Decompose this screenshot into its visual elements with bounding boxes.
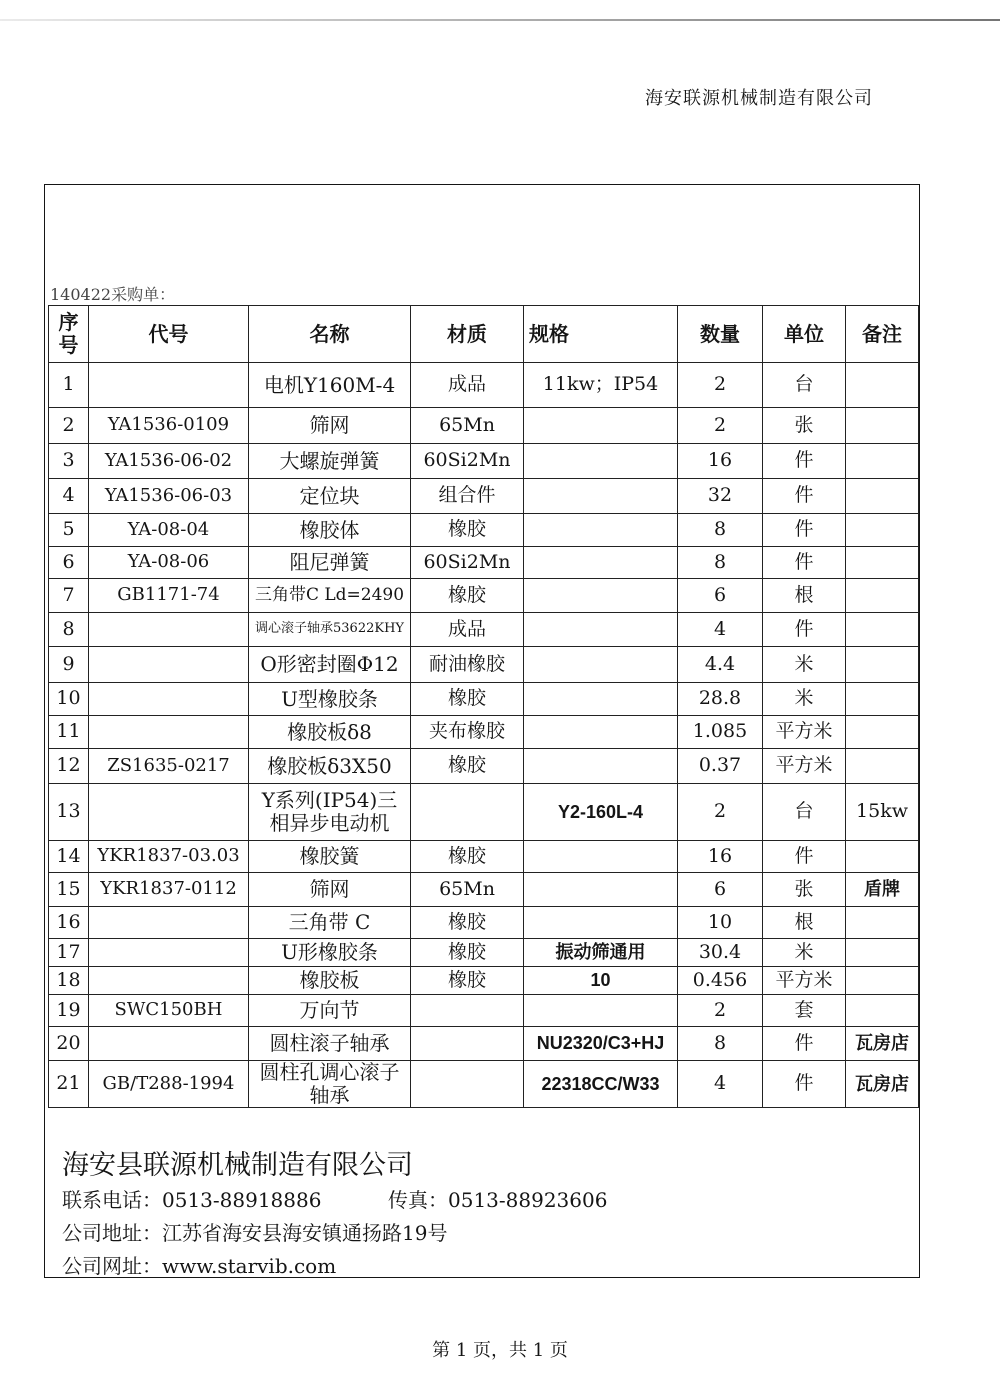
cell-code xyxy=(89,363,249,408)
header-name: 名称 xyxy=(249,306,411,363)
cell-material: 橡胶 xyxy=(411,683,524,716)
table-row xyxy=(49,716,919,749)
cell-index: 16 xyxy=(49,907,89,939)
cell-quantity: 1.085 xyxy=(678,716,763,749)
table-row xyxy=(49,749,919,784)
table-header-row xyxy=(49,306,919,363)
cell-index: 2 xyxy=(49,408,89,444)
cell-material: 耐油橡胶 xyxy=(411,647,524,683)
table-row xyxy=(49,547,919,579)
cell-name: 定位块 xyxy=(249,479,411,514)
cell-quantity: 16 xyxy=(678,841,763,873)
cell-spec: 10 xyxy=(524,967,678,995)
cell-spec xyxy=(524,749,678,784)
cell-remark xyxy=(846,479,919,514)
cell-unit: 平方米 xyxy=(763,967,846,995)
cell-remark xyxy=(846,939,919,967)
cell-spec xyxy=(524,907,678,939)
cell-code: YA1536-06-02 xyxy=(89,444,249,479)
cell-unit: 件 xyxy=(763,547,846,579)
cell-unit: 张 xyxy=(763,408,846,444)
cell-material: 橡胶 xyxy=(411,967,524,995)
cell-spec: 11kw；IP54 xyxy=(524,363,678,408)
cell-name: 橡胶簧 xyxy=(249,841,411,873)
cell-code: YKR1837-0112 xyxy=(89,873,249,907)
cell-remark xyxy=(846,408,919,444)
cell-name: 圆柱滚子轴承 xyxy=(249,1027,411,1061)
cell-quantity: 30.4 xyxy=(678,939,763,967)
cell-unit: 平方米 xyxy=(763,749,846,784)
cell-unit: 件 xyxy=(763,479,846,514)
cell-quantity: 2 xyxy=(678,995,763,1027)
cell-index: 7 xyxy=(49,579,89,613)
cell-remark xyxy=(846,716,919,749)
cell-quantity: 28.8 xyxy=(678,683,763,716)
cell-name: 万向节 xyxy=(249,995,411,1027)
cell-spec xyxy=(524,841,678,873)
cell-index: 10 xyxy=(49,683,89,716)
cell-code: YA-08-04 xyxy=(89,514,249,547)
cell-material xyxy=(411,995,524,1027)
cell-spec xyxy=(524,579,678,613)
table-row xyxy=(49,647,919,683)
cell-index: 20 xyxy=(49,1027,89,1061)
cell-unit: 件 xyxy=(763,514,846,547)
cell-spec xyxy=(524,873,678,907)
cell-code: GB/T288-1994 xyxy=(89,1061,249,1108)
cell-index: 17 xyxy=(49,939,89,967)
cell-index: 13 xyxy=(49,784,89,841)
table-row xyxy=(49,841,919,873)
cell-code xyxy=(89,967,249,995)
cell-name: 橡胶体 xyxy=(249,514,411,547)
header-index: 序号 xyxy=(49,306,89,363)
cell-remark xyxy=(846,444,919,479)
cell-spec xyxy=(524,683,678,716)
cell-quantity: 10 xyxy=(678,907,763,939)
cell-unit: 米 xyxy=(763,683,846,716)
table-row xyxy=(49,408,919,444)
cell-code xyxy=(89,683,249,716)
cell-material: 组合件 xyxy=(411,479,524,514)
cell-remark xyxy=(846,841,919,873)
table-row xyxy=(49,579,919,613)
cell-name: 筛网 xyxy=(249,873,411,907)
cell-remark: 瓦房店 xyxy=(846,1061,919,1108)
cell-unit: 米 xyxy=(763,939,846,967)
cell-material: 橡胶 xyxy=(411,749,524,784)
cell-code: GB1171-74 xyxy=(89,579,249,613)
purchase-order-title: 140422采购单： xyxy=(50,285,176,304)
cell-spec xyxy=(524,995,678,1027)
cell-name: Y系列(IP54)三相异步电动机 xyxy=(249,784,411,841)
header-remark: 备注 xyxy=(846,306,919,363)
cell-unit: 件 xyxy=(763,1061,846,1108)
letterhead-company: 海安联源机械制造有限公司 xyxy=(645,88,873,109)
cell-remark xyxy=(846,647,919,683)
cell-material: 65Mn xyxy=(411,873,524,907)
cell-remark xyxy=(846,363,919,408)
cell-spec xyxy=(524,647,678,683)
cell-quantity: 2 xyxy=(678,363,763,408)
cell-code: YKR1837-03.03 xyxy=(89,841,249,873)
cell-name: 三角带C Ld=2490 xyxy=(249,579,411,613)
cell-quantity: 0.456 xyxy=(678,967,763,995)
cell-index: 21 xyxy=(49,1061,89,1108)
cell-spec xyxy=(524,444,678,479)
cell-code: YA-08-06 xyxy=(89,547,249,579)
cell-remark: 瓦房店 xyxy=(846,1027,919,1061)
table-row xyxy=(49,995,919,1027)
header-material: 材质 xyxy=(411,306,524,363)
table-row xyxy=(49,784,919,841)
cell-material: 成品 xyxy=(411,363,524,408)
cell-spec xyxy=(524,479,678,514)
table-row xyxy=(49,479,919,514)
table-row xyxy=(49,939,919,967)
cell-index: 11 xyxy=(49,716,89,749)
cell-name: 大螺旋弹簧 xyxy=(249,444,411,479)
cell-unit: 件 xyxy=(763,613,846,647)
cell-index: 3 xyxy=(49,444,89,479)
cell-unit: 台 xyxy=(763,363,846,408)
table-row xyxy=(49,1061,919,1108)
cell-index: 5 xyxy=(49,514,89,547)
cell-remark xyxy=(846,579,919,613)
cell-unit: 件 xyxy=(763,841,846,873)
cell-quantity: 8 xyxy=(678,514,763,547)
cell-remark xyxy=(846,907,919,939)
cell-unit: 米 xyxy=(763,647,846,683)
cell-name: 圆柱孔调心滚子轴承 xyxy=(249,1061,411,1108)
cell-material: 60Si2Mn xyxy=(411,547,524,579)
table-row xyxy=(49,613,919,647)
cell-code: ZS1635-0217 xyxy=(89,749,249,784)
cell-material: 夹布橡胶 xyxy=(411,716,524,749)
cell-material: 橡胶 xyxy=(411,514,524,547)
cell-remark xyxy=(846,547,919,579)
cell-quantity: 6 xyxy=(678,579,763,613)
cell-name: U型橡胶条 xyxy=(249,683,411,716)
cell-name: 橡胶板 xyxy=(249,967,411,995)
table-row xyxy=(49,444,919,479)
table-row xyxy=(49,967,919,995)
cell-spec xyxy=(524,547,678,579)
cell-index: 12 xyxy=(49,749,89,784)
cell-material xyxy=(411,784,524,841)
footer-address: 公司地址：江苏省海安县海安镇通扬路19号 xyxy=(62,1221,448,1245)
header-unit: 单位 xyxy=(763,306,846,363)
header-code: 代号 xyxy=(89,306,249,363)
cell-spec xyxy=(524,514,678,547)
header-quantity: 数量 xyxy=(678,306,763,363)
cell-spec: 振动筛通用 xyxy=(524,939,678,967)
cell-spec: NU2320/C3+HJ xyxy=(524,1027,678,1061)
cell-spec: 22318CC/W33 xyxy=(524,1061,678,1108)
cell-name: 筛网 xyxy=(249,408,411,444)
cell-code xyxy=(89,647,249,683)
cell-unit: 平方米 xyxy=(763,716,846,749)
cell-spec xyxy=(524,716,678,749)
cell-name: 三角带 C xyxy=(249,907,411,939)
cell-name: 橡胶板δ8 xyxy=(249,716,411,749)
cell-index: 14 xyxy=(49,841,89,873)
cell-quantity: 8 xyxy=(678,1027,763,1061)
cell-remark xyxy=(846,613,919,647)
table-row xyxy=(49,514,919,547)
cell-index: 9 xyxy=(49,647,89,683)
cell-material: 65Mn xyxy=(411,408,524,444)
cell-remark xyxy=(846,749,919,784)
cell-quantity: 4.4 xyxy=(678,647,763,683)
cell-code: SWC150BH xyxy=(89,995,249,1027)
cell-code: YA1536-0109 xyxy=(89,408,249,444)
cell-index: 4 xyxy=(49,479,89,514)
cell-unit: 件 xyxy=(763,1027,846,1061)
cell-remark xyxy=(846,995,919,1027)
cell-quantity: 8 xyxy=(678,547,763,579)
cell-quantity: 0.37 xyxy=(678,749,763,784)
scan-edge-line xyxy=(0,19,1000,21)
cell-name: U形橡胶条 xyxy=(249,939,411,967)
cell-unit: 根 xyxy=(763,579,846,613)
cell-material xyxy=(411,1027,524,1061)
footer-fax: 传真：0513-88923606 xyxy=(388,1188,608,1212)
cell-remark: 15kw xyxy=(846,784,919,841)
cell-code xyxy=(89,907,249,939)
cell-unit: 台 xyxy=(763,784,846,841)
footer-company-name: 海安县联源机械制造有限公司 xyxy=(62,1150,413,1181)
cell-material: 成品 xyxy=(411,613,524,647)
cell-material: 橡胶 xyxy=(411,939,524,967)
cell-spec xyxy=(524,408,678,444)
cell-index: 18 xyxy=(49,967,89,995)
cell-code xyxy=(89,613,249,647)
cell-name: 阻尼弹簧 xyxy=(249,547,411,579)
cell-name: 橡胶板δ3X50 xyxy=(249,749,411,784)
cell-spec xyxy=(524,613,678,647)
table-row xyxy=(49,1027,919,1061)
cell-unit: 套 xyxy=(763,995,846,1027)
cell-quantity: 32 xyxy=(678,479,763,514)
cell-material xyxy=(411,1061,524,1108)
table-row xyxy=(49,873,919,907)
cell-code xyxy=(89,1027,249,1061)
cell-material: 60Si2Mn xyxy=(411,444,524,479)
header-spec: 规格 xyxy=(524,306,678,363)
cell-quantity: 6 xyxy=(678,873,763,907)
table-row xyxy=(49,363,919,408)
cell-quantity: 16 xyxy=(678,444,763,479)
cell-quantity: 4 xyxy=(678,1061,763,1108)
cell-quantity: 2 xyxy=(678,408,763,444)
cell-unit: 根 xyxy=(763,907,846,939)
cell-name: O形密封圈Φ12 xyxy=(249,647,411,683)
cell-unit: 件 xyxy=(763,444,846,479)
cell-quantity: 4 xyxy=(678,613,763,647)
cell-name: 调心滚子轴承53622KHY xyxy=(249,613,411,647)
cell-spec: Y2-160L-4 xyxy=(524,784,678,841)
purchase-items-table xyxy=(48,305,919,1108)
cell-remark: 盾牌 xyxy=(846,873,919,907)
table-row xyxy=(49,907,919,939)
cell-code xyxy=(89,784,249,841)
cell-material: 橡胶 xyxy=(411,907,524,939)
cell-remark xyxy=(846,514,919,547)
cell-material: 橡胶 xyxy=(411,579,524,613)
cell-code xyxy=(89,716,249,749)
table-row xyxy=(49,683,919,716)
cell-index: 6 xyxy=(49,547,89,579)
cell-remark xyxy=(846,967,919,995)
cell-remark xyxy=(846,683,919,716)
cell-name: 电机Y160M-4 xyxy=(249,363,411,408)
cell-index: 15 xyxy=(49,873,89,907)
cell-index: 19 xyxy=(49,995,89,1027)
footer-website: 公司网址：www.starvib.com xyxy=(62,1254,337,1278)
cell-index: 8 xyxy=(49,613,89,647)
cell-index: 1 xyxy=(49,363,89,408)
cell-code xyxy=(89,939,249,967)
cell-quantity: 2 xyxy=(678,784,763,841)
footer-phone: 联系电话：0513-88918886 xyxy=(62,1188,322,1212)
cell-code: YA1536-06-03 xyxy=(89,479,249,514)
cell-unit: 张 xyxy=(763,873,846,907)
page-number: 第 1 页，共 1 页 xyxy=(432,1340,568,1361)
cell-material: 橡胶 xyxy=(411,841,524,873)
